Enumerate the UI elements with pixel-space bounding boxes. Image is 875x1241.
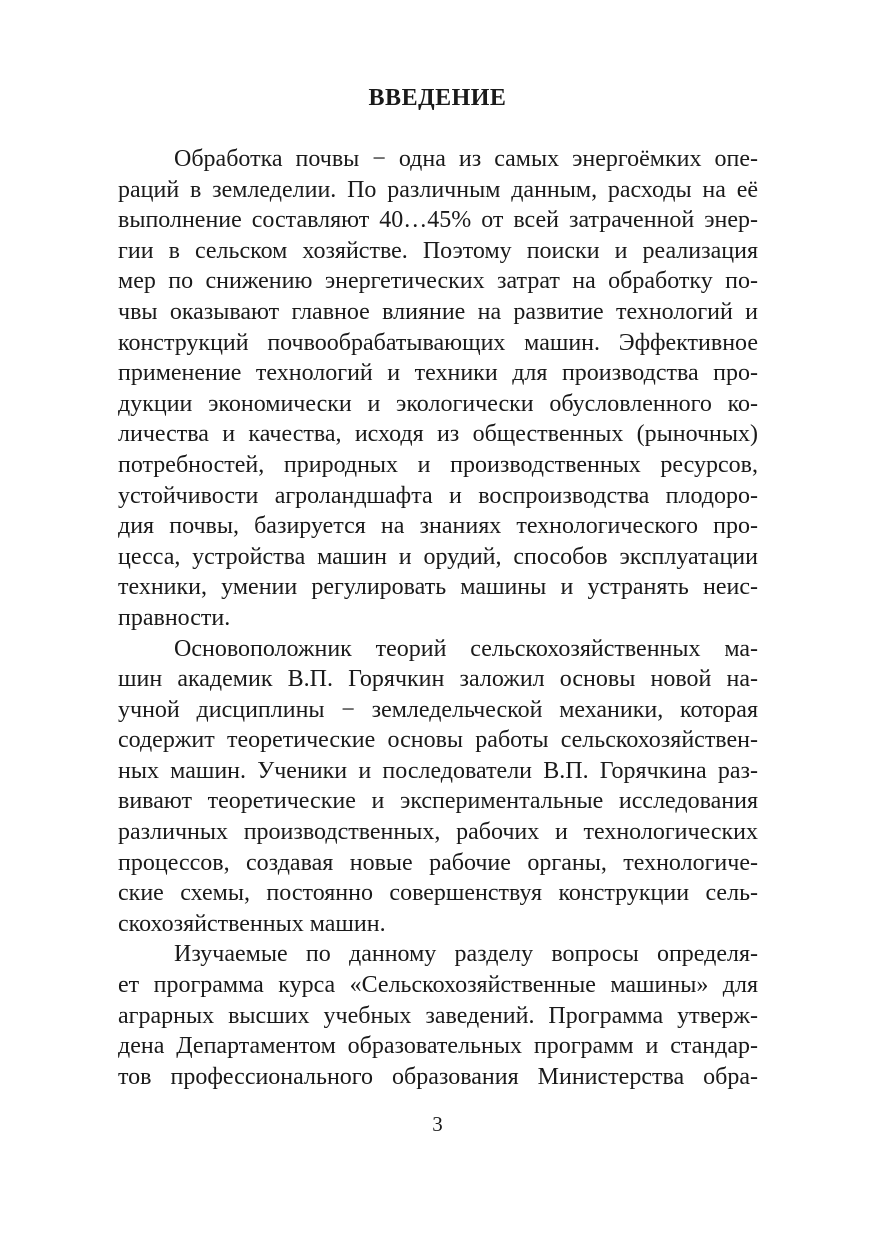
- text-line: Обработка почвы − одна из самых энергоёмких опе-: [174, 146, 758, 172]
- text-line: Изучаемые по данному разделу вопросы определя-: [174, 941, 758, 968]
- text-line: тов профессионального образования Министерства обра-: [118, 1063, 758, 1090]
- text-line: учной дисциплины − земледельческой механики, которая: [118, 696, 758, 723]
- text-line: выполнение составляют 40…45% от всей затраченной энер-: [118, 207, 758, 234]
- text-line: различных производственных, рабочих и технологических: [118, 819, 758, 846]
- text-line: ские схемы, постоянно совершенствуя конструкции сель-: [118, 880, 758, 907]
- page-title: ВВЕДЕНИЕ: [368, 85, 507, 111]
- paragraph: [118, 144, 758, 634]
- text-line: дия почвы, базируется на знаниях технологического про-: [118, 513, 758, 540]
- text-line: конструкций почвообрабатывающих машин. Эффективное: [118, 329, 758, 356]
- text-line: применение технологий и техники для производства про-: [118, 360, 758, 387]
- body-text: [118, 144, 758, 1092]
- text-line: вивают теоретические и экспериментальные исследования: [118, 788, 758, 815]
- text-line: мер по снижению энергетических затрат на обработку по-: [118, 268, 758, 295]
- text-line: устойчивости агроландшафта и воспроизводства плодоро-: [118, 482, 758, 509]
- text-line: чвы оказывают главное влияние на развитие технологий и: [118, 298, 758, 325]
- text-line: аграрных высших учебных заведений. Программа утверж-: [118, 1002, 758, 1029]
- text-line: гии в сельском хозяйстве. Поэтому поиски и реализация: [118, 237, 758, 264]
- text-line: дена Департаментом образовательных программ и стандар-: [118, 1033, 758, 1060]
- text-line: ных машин. Ученики и последователи В.П. Горячкина раз-: [118, 757, 758, 784]
- text-line: цесса, устройства машин и орудий, способов эксплуатации: [118, 543, 758, 570]
- text-line: скохозяйственных машин.: [118, 910, 386, 937]
- text-line: личества и качества, исходя из общественных (рыночных): [118, 421, 758, 448]
- text-line: содержит теоретические основы работы сельскохозяйствен-: [118, 727, 758, 754]
- text-line: ет программа курса «Сельскохозяйственные машины» для: [118, 972, 758, 999]
- text-line: потребностей, природных и производственных ресурсов,: [118, 451, 758, 478]
- text-line: Основоположник теорий сельскохозяйственных ма-: [174, 635, 758, 662]
- text-line: правности.: [118, 604, 231, 631]
- page-number: 3: [432, 1112, 443, 1136]
- text-line: процессов, создавая новые рабочие органы, технологиче-: [118, 849, 758, 876]
- paragraph: [118, 939, 758, 1092]
- text-line: шин академик В.П. Горячкин заложил основы новой на-: [118, 666, 758, 693]
- text-line: раций в земледелии. По различным данным, расходы на её: [118, 176, 758, 203]
- text-line: техники, умении регулировать машины и устранять неис-: [118, 574, 758, 601]
- paragraph: [118, 634, 758, 940]
- text-line: дукции экономически и экологически обусловленного ко-: [118, 390, 758, 417]
